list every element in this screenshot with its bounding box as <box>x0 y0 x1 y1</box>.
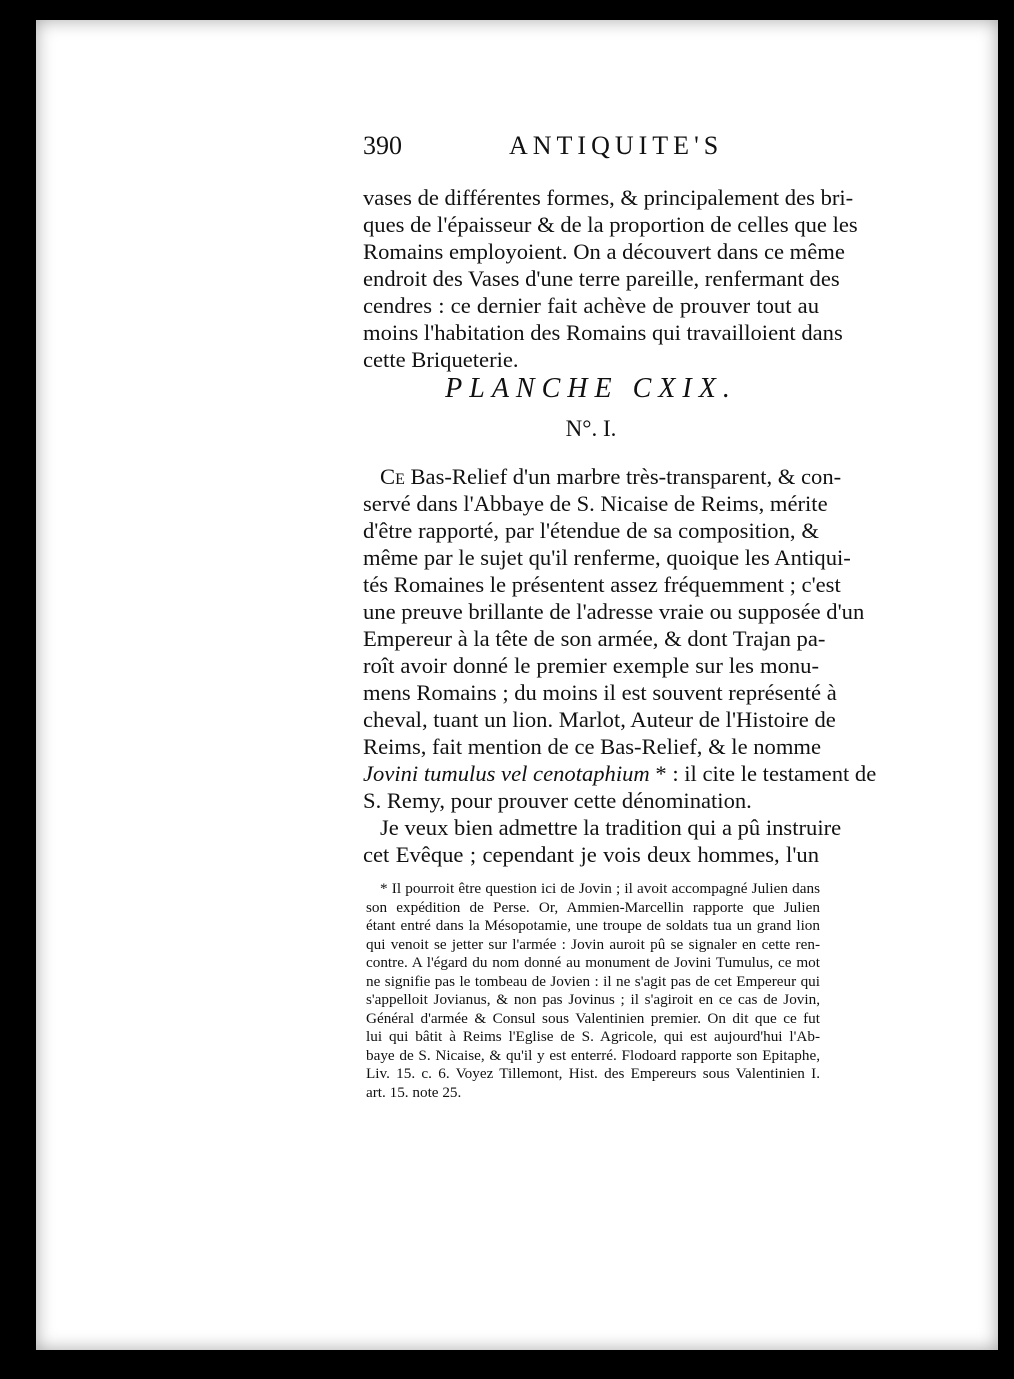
footnote-line: art. 15. note 25. <box>366 1083 462 1101</box>
para1-line: Empereur à la tête de son armée, & dont Trajan pa- <box>363 626 826 651</box>
para1-italic-line <box>363 760 877 787</box>
footnote-line: son expédition de Perse. Or, Ammien-Marcellin rapporte que Julien <box>366 898 820 916</box>
book-page <box>36 20 998 1350</box>
intro-line: Romains employoient. On a découvert dans ce même <box>363 239 845 264</box>
footnote-line: lui qui bâtit à Reims l'Eglise de S. Agricole, qui est aujourd'hui l'Ab- <box>366 1028 820 1045</box>
page-number: 390 <box>363 131 402 160</box>
intro-line: ques de l'épaisseur & de la proportion de celles que les <box>363 212 858 237</box>
page-header <box>363 128 843 164</box>
intro-line: vases de différentes formes, & principalement des bri- <box>363 185 854 210</box>
para2-line: Je veux bien admettre la tradition qui a pû instruire <box>380 815 842 840</box>
para1-line: d'être rapporté, par l'étendue de sa composition, & <box>363 518 819 543</box>
para1-line: roît avoir donné le premier exemple sur les monu- <box>363 653 819 678</box>
intro-line: cendres : ce dernier fait achève de prouver tout au <box>363 293 819 318</box>
plate-number: N°. I. <box>565 416 617 441</box>
para1-line: même par le sujet qu'il renferme, quoique les Antiqui- <box>363 545 851 570</box>
para1-line: cheval, tuant un lion. Marlot, Auteur de l'Histoire de <box>363 707 836 732</box>
intro-line: moins l'habitation des Romains qui travailloient dans <box>363 320 843 345</box>
intro-line: cette Briqueterie. <box>363 347 519 372</box>
footnote-line: ne signifie pas le tombeau de Jovien : il ne s'agit pas de cet Empereur qui <box>366 972 820 990</box>
italic-title: Jovini tumulus vel cenotaphium <box>363 761 650 786</box>
para1-line: tés Romaines le présentent assez fréquemment ; c'est <box>363 572 841 597</box>
after-italic: * : il cite le testament de <box>649 761 877 786</box>
footnote-line: étant entré dans la Mésopotamie, une troupe de soldats tua un grand lion <box>366 917 820 934</box>
intro-line: endroit des Vases d'une terre pareille, renfermant des <box>363 266 840 291</box>
dropcap-word: Ce <box>380 464 405 489</box>
para2-line: cet Evêque ; cependant je vois deux hommes, l'un <box>363 842 819 867</box>
para1-line: mens Romains ; du moins il est souvent représenté à <box>363 680 837 705</box>
footnote-line: qui venoit se jetter sur l'armée : Jovin auroit pû se signaler en cette ren- <box>366 935 820 953</box>
para1-first-line-rest: Bas-Relief d'un marbre très-transparent, & con- <box>404 464 842 489</box>
footnote-line: baye de S. Nicaise, & qu'il y est enterré. Flodoard rapporte son Epitaphe, <box>366 1046 820 1064</box>
running-title: ANTIQUITE'S <box>509 131 724 160</box>
plate-title: PLANCHE CXIX. <box>445 373 737 404</box>
para1-line: une preuve brillante de l'adresse vraie ou supposée d'un <box>363 599 865 624</box>
footnote-line: Liv. 15. c. 6. Voyez Tillemont, Hist. des Empereurs sous Valentinien I. <box>366 1065 820 1082</box>
footnote-line: * Il pourroit être question ici de Jovin ; il avoit accompagné Julien dans <box>380 880 820 897</box>
para1-line: Reims, fait mention de ce Bas-Relief, & le nomme <box>363 734 822 759</box>
footnote-line: contre. A l'égard du nom donné au monument de Jovini Tumulus, ce mot <box>366 954 820 971</box>
footnote-line: s'appelloit Jovianus, & non pas Jovinus ; il s'agiroit en ce cas de Jovin, <box>366 991 820 1008</box>
footnote-line: Général d'armée & Consul sous Valentinien premier. On dit que ce fut <box>366 1009 820 1027</box>
para1-last-line: S. Remy, pour prouver cette dénomination. <box>363 788 752 813</box>
para1-first-line <box>380 463 842 490</box>
para1-line: servé dans l'Abbaye de S. Nicaise de Reims, mérite <box>363 491 828 516</box>
